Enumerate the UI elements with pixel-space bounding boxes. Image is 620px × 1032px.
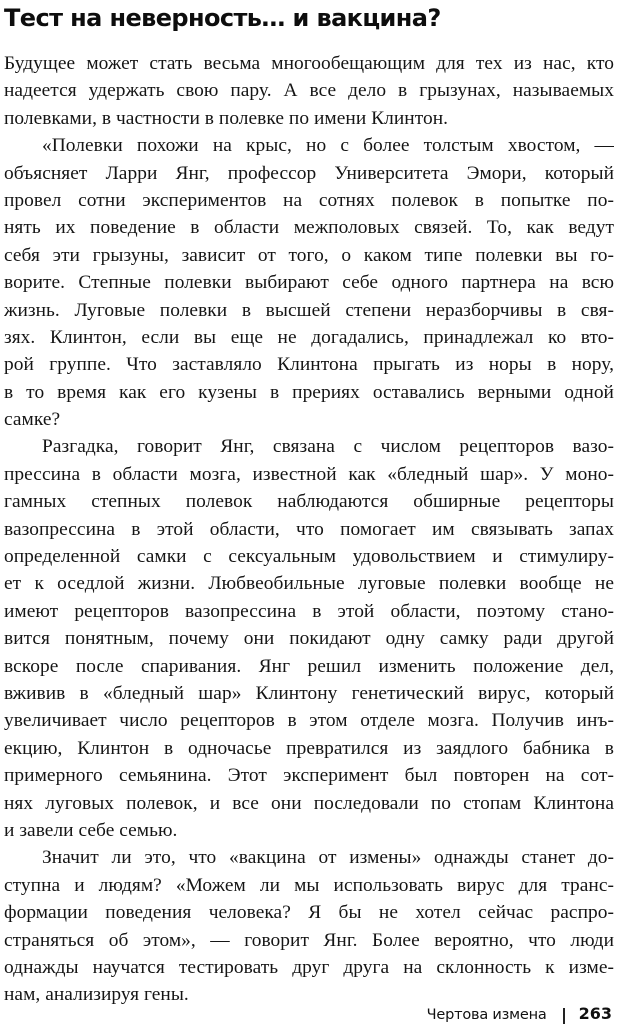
footer-separator (563, 1008, 565, 1024)
text-line: и завели себе семью. (4, 819, 178, 841)
text-line: Значит ли это, что «вакцина от измены» однажды станет до- (42, 847, 614, 869)
text-line: Разгадка, говорит Янг, связана с числом рецепторов вазо- (42, 436, 614, 458)
text-line: объясняет Ларри Янг, профессор Университета Эмори, который (4, 162, 614, 184)
text-line: определенной самки с сексуальным удовольствием и стимулиру- (4, 546, 614, 568)
page-number: 263 (578, 1004, 612, 1023)
text-line: страняться об этом», — говорит Янг. Более вероятно, что люди (4, 929, 614, 951)
text-line: имеют рецепторов вазопрессина в этой области, поэтому стано- (4, 600, 614, 622)
text-line: вскоре после спаривания. Янг решил изменить положение дел, (4, 655, 614, 677)
text-line: ворите. Степные полевки выбирают себе одного партнера на всю (4, 272, 614, 294)
text-line: нам, анализируя гены. (4, 984, 189, 1006)
body-text (4, 50, 614, 1009)
text-line: ступна и людям? «Можем ли мы использовать вирус для транс- (4, 874, 614, 896)
running-head: Чертова измена (426, 1007, 547, 1023)
text-line: ет к оседлой жизни. Любвеобильные луговые полевки вообще не (4, 573, 614, 595)
text-line: гамных степных полевок наблюдаются обширные рецепторы (4, 491, 614, 513)
text-line: прессина в области мозга, известной как «бледный шар». У моно- (4, 463, 614, 485)
text-line: рой группе. Что заставляло Клинтона прыгать из норы в нору, (4, 354, 614, 376)
text-line: надеется удержать свою пару. А все дело в грызунах, называемых (4, 80, 614, 102)
text-line: вазопрессина в этой области, что помогает им связывать запах (4, 518, 614, 540)
text-line: нях луговых полевок, и все они последовали по стопам Клинтона (4, 792, 614, 814)
text-line: нять их поведение в области межполовых связей. То, как ведут (4, 217, 614, 239)
text-line: зях. Клинтон, если вы еще не догадались, принадлежал ко вто- (4, 326, 614, 348)
text-line: в то время как его кузены в прериях оставались верными одной (4, 381, 614, 403)
text-line: «Полевки похожи на крыс, но с более толстым хвостом, — (42, 135, 614, 157)
text-line: себя эти грызуны, зависит от того, о каком типе полевки вы го- (4, 244, 614, 266)
text-line: Будущее может стать весьма многообещающим для тех из нас, кто (4, 53, 614, 74)
text-line: екцию, Клинтон в одночасье превратился из заядлого бабника в (4, 737, 614, 759)
text-line: однажды научатся тестировать друг друга на склонность к изме- (4, 956, 614, 978)
text-line: примерного семьянина. Этот эксперимент был повторен на сот- (4, 765, 614, 787)
text-line: провел сотни экспериментов на сотнях полевок в попытке по- (4, 189, 614, 211)
text-line: вживив в «бледный шар» Клинтону генетический вирус, который (4, 682, 614, 704)
text-line: увеличивает число рецепторов в этом отделе мозга. Получив инъ- (4, 710, 614, 732)
text-line: полевками, в частности в полевке по имени Клинтон. (4, 107, 449, 129)
text-line: самке? (4, 409, 61, 431)
page-footer (427, 1004, 612, 1028)
section-title: Тест на неверность… и вакцина? (4, 4, 441, 32)
text-line: вится понятным, почему они покидают одну самку ради другой (4, 628, 614, 650)
text-line: жизнь. Луговые полевки в высшей степени неразборчивы в свя- (4, 299, 614, 321)
text-line: формации поведения человека? Я бы не хотел сейчас распро- (4, 902, 614, 924)
